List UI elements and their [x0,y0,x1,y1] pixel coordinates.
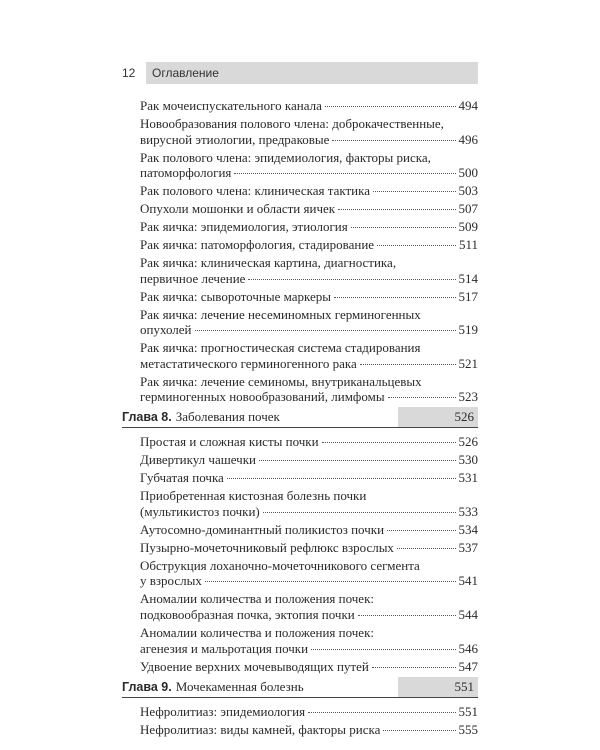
dot-leader [334,296,455,298]
toc-entry-page: 530 [458,452,478,468]
toc-entry-last-line [140,452,478,468]
toc-entry-page: 546 [458,640,478,656]
toc-entry[interactable] [122,722,478,738]
toc-entry-page: 551 [458,703,478,719]
toc-entry-last-line [140,289,478,305]
toc-entry-last-line [140,573,478,589]
toc-entry-title: Удвоение верхних мочевыводящих путей [140,658,369,674]
toc-entry-last-line [140,522,478,538]
chapter-title: Мочекаменная болезнь [175,678,304,694]
toc-entry-last-line [140,219,478,235]
toc-entry-line: Рак яичка: клиническая картина, диагностика, [140,255,397,271]
toc-entry-title: Опухоли мошонки и области яичек [140,201,336,217]
dot-leader [351,226,456,228]
toc-entry-page: 494 [458,98,478,113]
toc-entry-page: 514 [458,270,478,286]
toc-entry[interactable] [122,255,478,286]
toc-group-chapter-9 [122,704,478,738]
toc-group-chapter-7 [122,98,478,405]
toc-entry[interactable] [122,540,478,556]
toc-entry-line: Приобретенная кистозная болезнь почки [140,488,367,504]
toc-entry-title: вирусной этиологии, предраковые [140,131,330,147]
toc-entry-page: 534 [458,521,478,537]
table-of-contents [122,98,478,740]
toc-entry-title: Рак яичка: эпидемиология, этиология [140,219,348,235]
toc-entry-title: Губчатая почка [140,470,224,486]
toc-entry-page: 544 [458,607,478,623]
toc-entry-title: Рак полового члена: клиническая тактика [140,183,371,199]
toc-entry[interactable] [122,591,478,622]
dot-leader [195,329,456,331]
toc-entry-title: Рак яичка: сывороточные маркеры [140,288,332,304]
toc-entry-page: 555 [458,721,478,737]
dot-leader [322,441,456,443]
toc-entry-title: у взрослых [140,573,202,589]
toc-entry-page: 526 [458,434,478,450]
toc-entry[interactable] [122,704,478,720]
dot-leader [227,477,456,479]
dot-leader [325,105,456,107]
toc-entry-line: Аномалии количества и положения почек: [140,625,375,641]
toc-entry-last-line [140,183,478,199]
dot-leader [259,459,456,461]
toc-entry-line: Обструкция лоханочно-мочеточникового сегмента [140,557,420,573]
toc-entry-line: Аномалии количества и положения почек: [140,591,375,607]
toc-entry[interactable] [122,374,478,405]
toc-entry-page: 507 [458,201,478,217]
toc-group-chapter-8 [122,434,478,674]
toc-entry[interactable] [122,307,478,338]
toc-entry-line: Рак полового члена: эпидемиология, факторы риска, [140,149,431,165]
chapter-number: Глава 9. [122,679,172,694]
toc-entry-last-line [140,607,478,623]
toc-entry[interactable] [122,150,478,181]
toc-entry[interactable] [122,625,478,656]
toc-entry-page: 533 [458,503,478,519]
dot-leader [397,547,456,549]
header-title: Оглавление [152,66,219,80]
toc-entry-page: 517 [458,288,478,304]
toc-entry-title: Дивертикул чашечки [140,452,256,468]
toc-entry-last-line [140,271,478,287]
toc-entry-page: 521 [458,355,478,371]
dot-leader [338,208,455,210]
chapter-page: 526 [398,407,478,427]
toc-entry-title: первичное лечение [140,270,246,286]
toc-entry-title: Рак мочеиспускательного канала [140,98,322,113]
toc-entry[interactable] [122,219,478,235]
toc-chapter-9[interactable] [122,677,478,698]
chapter-number: Глава 8. [122,410,172,425]
toc-entry-title: патоморфология [140,165,232,181]
dot-leader [387,529,455,531]
toc-entry-page: 537 [458,539,478,555]
toc-entry[interactable] [122,237,478,253]
toc-entry-page: 509 [458,219,478,235]
toc-entry-last-line [140,540,478,556]
toc-entry-page: 531 [458,470,478,486]
toc-entry-last-line [140,98,478,114]
toc-entry[interactable] [122,340,478,371]
dot-leader [205,580,456,582]
toc-entry-last-line [140,504,478,520]
toc-entry-title: Простая и сложная кисты почки [140,434,319,450]
dot-leader [234,172,455,174]
toc-entry-line: Рак яичка: лечение семиномы, внутриканальцевых [140,373,422,389]
toc-entry-title: герминогенных новообразований, лимфомы [140,389,385,405]
toc-entry-title: Пузырно-мочеточниковый рефлюкс взрослых [140,539,394,555]
page-number: 12 [122,62,146,84]
toc-entry[interactable] [122,183,478,199]
dot-leader [372,666,456,668]
dot-leader [373,190,455,192]
toc-entry-title: метастатического герминогенного рака [140,355,357,371]
toc-entry-last-line [140,704,478,720]
toc-entry[interactable] [122,201,478,217]
toc-entry-page: 500 [458,165,478,181]
toc-entry-last-line [140,389,478,405]
toc-entry-page: 547 [458,658,478,674]
toc-entry-last-line [140,165,478,181]
toc-entry[interactable] [122,452,478,468]
dot-leader [358,614,456,616]
toc-entry-line: Рак яичка: лечение несеминомных герминогенных [140,306,421,322]
toc-entry[interactable] [122,434,478,450]
toc-entry[interactable] [122,488,478,519]
toc-entry-page: 523 [458,389,478,405]
toc-entry[interactable] [122,558,478,589]
toc-entry-line: Новообразования полового члена: доброкачественные, [140,115,444,131]
toc-entry-last-line [140,237,478,253]
toc-entry-title: опухолей [140,322,192,338]
chapter-title: Заболевания почек [175,409,280,425]
toc-entry-last-line [140,641,478,657]
toc-entry-last-line [140,322,478,338]
dot-leader [263,511,456,513]
dot-leader [388,396,456,398]
toc-entry-page: 503 [458,183,478,199]
toc-entry-last-line [140,356,478,372]
dot-leader [383,729,455,731]
toc-entry-page: 541 [458,573,478,589]
toc-entry[interactable] [122,289,478,305]
toc-entry-last-line [140,434,478,450]
toc-entry[interactable] [122,116,478,147]
toc-entry-title: агенезия и мальротация почки [140,640,309,656]
toc-entry-title: подковообразная почка, эктопия почки [140,607,355,623]
toc-entry-last-line [140,722,478,738]
toc-entry-title: Рак яичка: патоморфология, стадирование [140,237,375,253]
toc-entry-last-line [140,659,478,675]
toc-entry-title: Нефролитиаз: эпидемиология [140,703,306,719]
dot-leader [311,648,455,650]
dot-leader [308,711,455,713]
toc-entry-title: (мультикистоз почки) [140,503,260,519]
toc-entry[interactable] [122,98,478,114]
toc-entry-line: Рак яичка: прогностическая система стадирования [140,340,421,356]
dot-leader [332,139,455,141]
toc-entry-last-line [140,132,478,148]
dot-leader [248,278,455,280]
toc-entry[interactable] [122,522,478,538]
toc-entry-page: 496 [458,131,478,147]
toc-entry-page: 519 [458,322,478,338]
toc-entry-last-line [140,470,478,486]
toc-entry-page: 511 [458,237,478,253]
chapter-heading [122,407,398,427]
toc-entry[interactable] [122,470,478,486]
toc-entry[interactable] [122,659,478,675]
toc-entry-title: Нефролитиаз: виды камней, факторы риска [140,721,381,737]
toc-entry-title: Аутосомно-доминантный поликистоз почки [140,521,385,537]
toc-chapter-8[interactable] [122,407,478,428]
dot-leader [377,244,456,246]
toc-entry-last-line [140,201,478,217]
chapter-heading [122,677,398,697]
chapter-page: 551 [398,677,478,697]
dot-leader [360,363,456,365]
